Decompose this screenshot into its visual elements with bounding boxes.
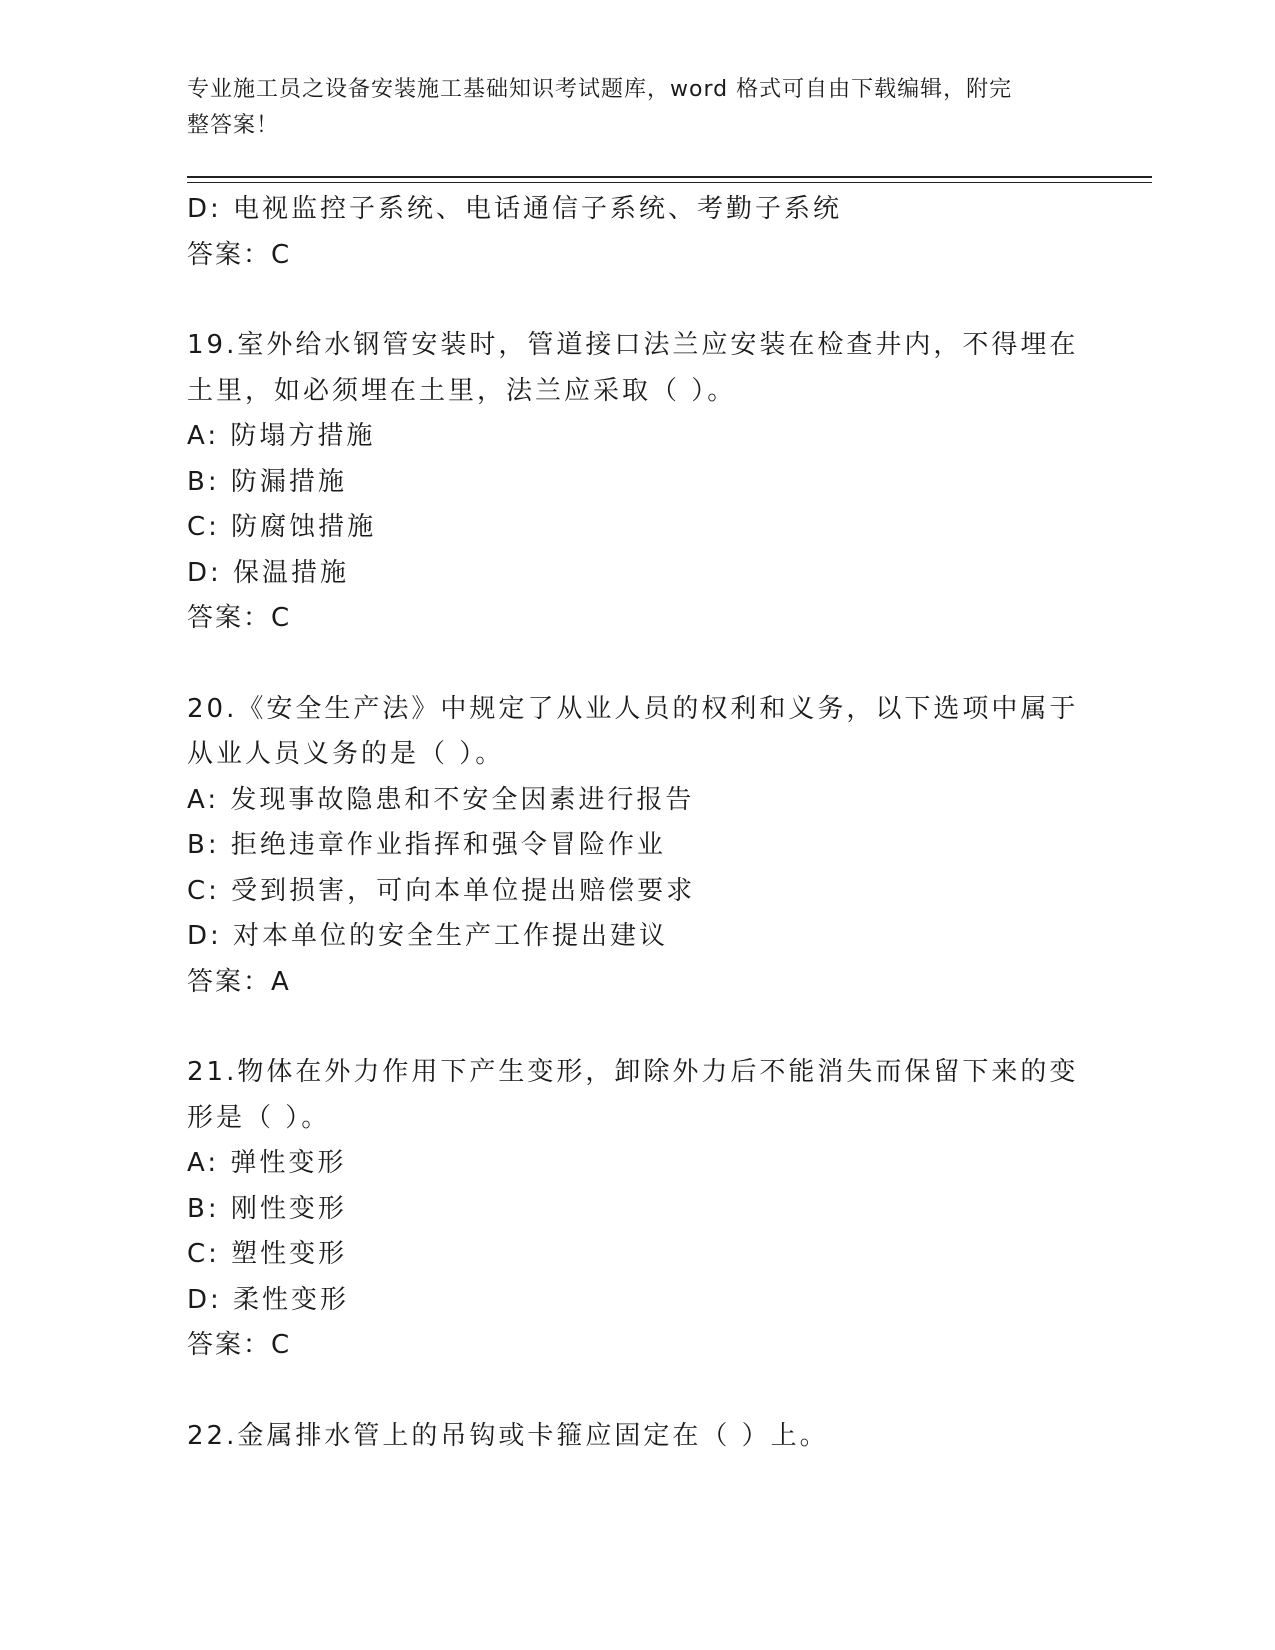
question-text-line: 19.室外给水钢管安装时，管道接口法兰应安装在检查井内，不得埋在 <box>187 330 1079 360</box>
question-text-line: 土里，如必须埋在土里，法兰应采取（ ）。 <box>187 375 737 406</box>
option-d: D: 对本单位的安全生产工作提出建议 <box>187 921 669 951</box>
header-divider-thin <box>187 182 1152 183</box>
option-d: D: 保温措施 <box>187 557 350 588</box>
answer-line: 答案：A <box>187 966 291 997</box>
question-text-line: 20.《安全生产法》中规定了从业人员的权利和义务，以下选项中属于 <box>187 693 1079 724</box>
option-d: D: 电视监控子系统、电话通信子系统、考勤子系统 <box>187 194 843 224</box>
answer-line: 答案：C <box>187 1330 292 1360</box>
question-text-line: 从业人员义务的是（ ）。 <box>187 739 505 769</box>
option-b: B: 防漏措施 <box>187 466 347 497</box>
answer-line: 答案：C <box>187 239 292 270</box>
header-divider-thick <box>187 176 1152 178</box>
document-header <box>187 72 1067 144</box>
option-c: C: 塑性变形 <box>187 1239 348 1269</box>
question-20 <box>187 687 1087 1006</box>
option-c: C: 防腐蚀措施 <box>187 512 377 542</box>
option-c: C: 受到损害，可向本单位提出赔偿要求 <box>187 875 696 906</box>
header-line-1: 专业施工员之设备安装施工基础知识考试题库，word 格式可自由下载编辑，附完 <box>187 77 1013 102</box>
question-spacer <box>187 1369 1087 1414</box>
question-18 <box>187 187 1087 278</box>
option-d: D: 柔性变形 <box>187 1284 350 1315</box>
question-text-line: 22.金属排水管上的吊钩或卡箍应固定在（ ）上。 <box>187 1420 829 1451</box>
option-b: B: 刚性变形 <box>187 1193 347 1224</box>
question-list <box>187 187 1087 1459</box>
answer-line: 答案：C <box>187 603 292 633</box>
question-spacer <box>187 1005 1087 1050</box>
question-21 <box>187 1050 1087 1369</box>
option-a: A: 发现事故隐患和不安全因素进行报告 <box>187 784 695 815</box>
option-a: A: 防塌方措施 <box>187 421 376 451</box>
question-text-line: 21.物体在外力作用下产生变形，卸除外力后不能消失而保留下来的变 <box>187 1057 1079 1087</box>
option-b: B: 拒绝违章作业指挥和强令冒险作业 <box>187 830 666 860</box>
question-spacer <box>187 642 1087 687</box>
header-line-2: 整答案！ <box>187 113 280 138</box>
question-text-line: 形是（ ）。 <box>187 1102 331 1133</box>
question-22 <box>187 1414 1087 1460</box>
question-spacer <box>187 278 1087 323</box>
option-a: A: 弹性变形 <box>187 1148 347 1178</box>
question-19 <box>187 323 1087 642</box>
